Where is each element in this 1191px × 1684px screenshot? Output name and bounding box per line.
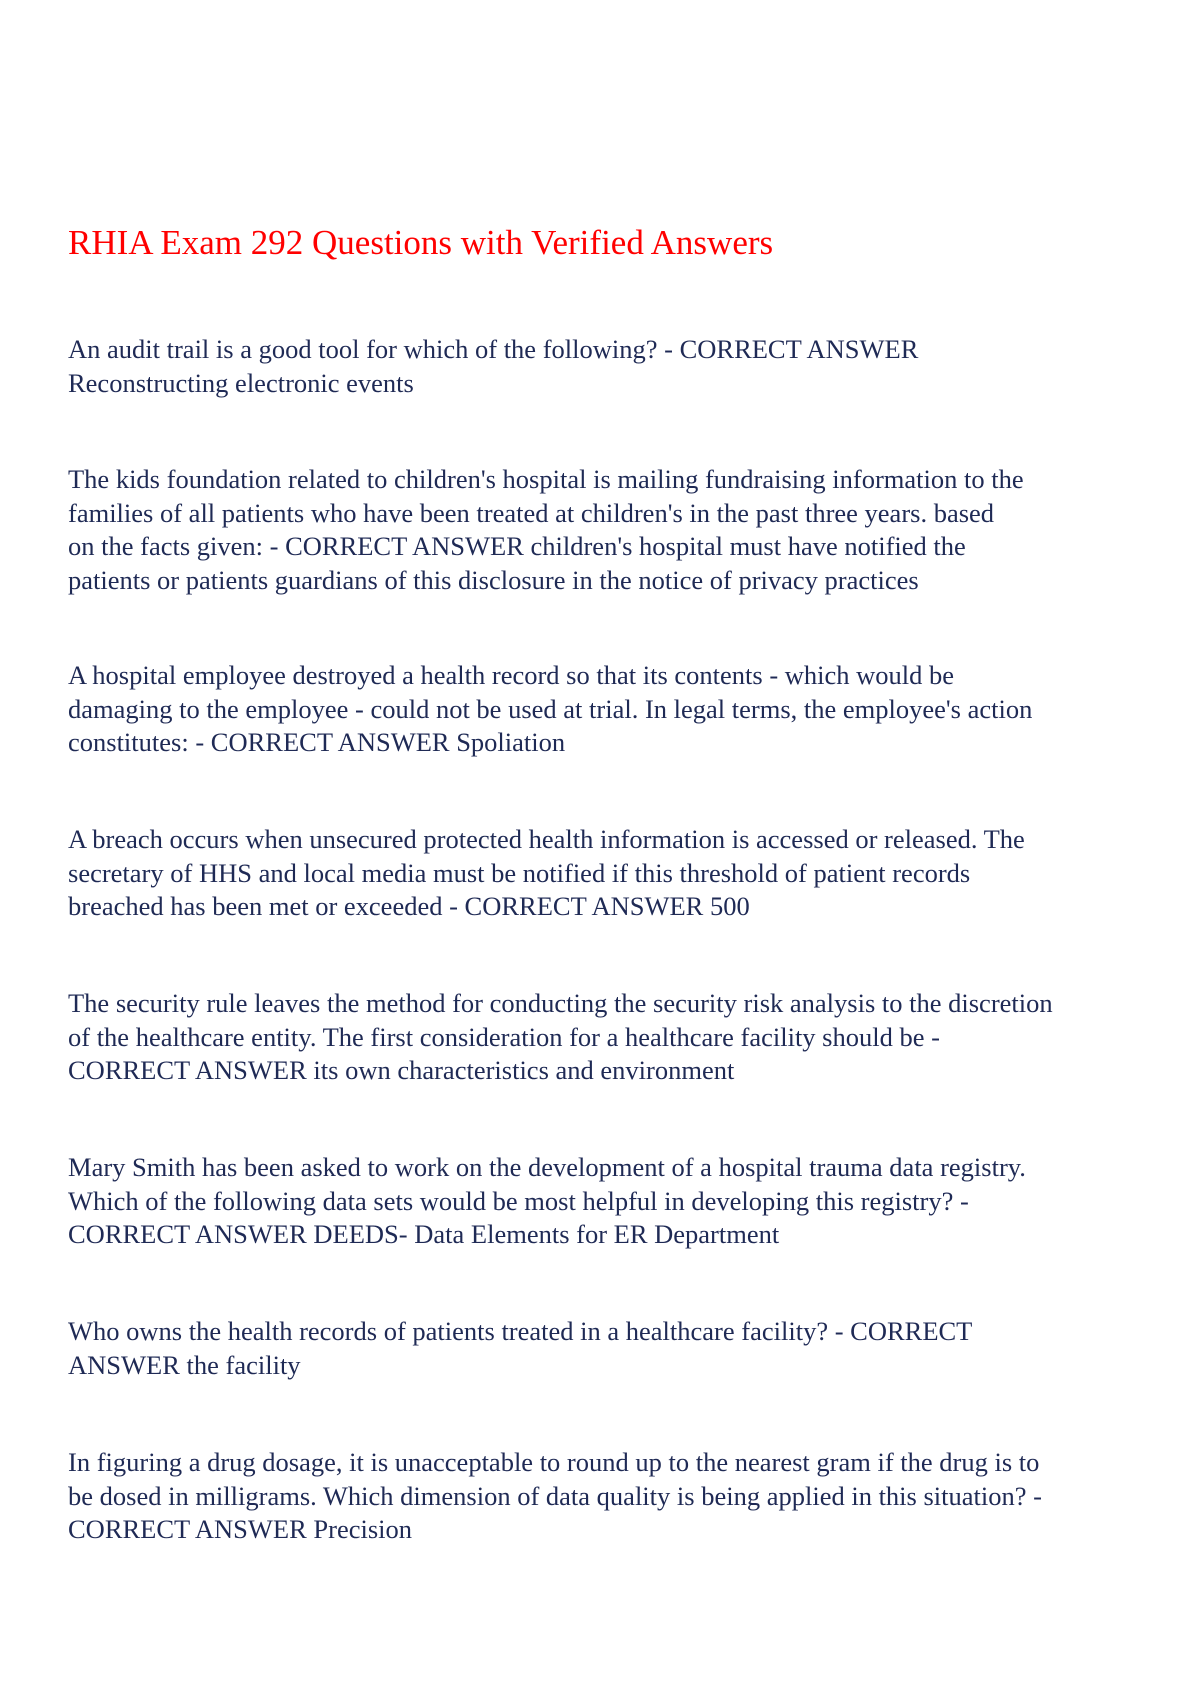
qa-line: families of all patients who have been treated at children's in the past three years. based	[68, 497, 995, 528]
qa-item	[68, 1446, 1042, 1547]
qa-line: Mary Smith has been asked to work on the development of a hospital trauma data registry.	[68, 1152, 1026, 1182]
qa-line: breached has been met or exceeded - CORRECT ANSWER 500	[68, 891, 750, 921]
qa-line: Reconstructing electronic events	[68, 367, 414, 398]
qa-line: The security rule leaves the method for conducting the security risk analysis to the discretion	[68, 988, 1053, 1018]
qa-line: The kids foundation related to children's hospital is mailing fundraising information to the	[68, 464, 1024, 494]
qa-line: Which of the following data sets would be most helpful in developing this registry? -	[68, 1185, 969, 1216]
qa-item	[68, 333, 918, 400]
qa-line: ANSWER the facility	[68, 1349, 301, 1380]
qa-line: damaging to the employee - could not be used at trial. In legal terms, the employee's action	[68, 693, 1033, 724]
qa-line: A hospital employee destroyed a health record so that its contents - which would be	[68, 660, 955, 690]
qa-line: secretary of HHS and local media must be notified if this threshold of patient records	[68, 857, 971, 888]
qa-line: An audit trail is a good tool for which of the following? - CORRECT ANSWER	[68, 334, 919, 364]
qa-item	[68, 823, 1025, 924]
qa-item	[68, 463, 1024, 597]
qa-line: CORRECT ANSWER DEEDS- Data Elements for ER Department	[68, 1219, 780, 1249]
qa-item	[68, 1315, 972, 1382]
qa-line: of the healthcare entity. The first consideration for a healthcare facility should be -	[68, 1021, 940, 1052]
qa-line: A breach occurs when unsecured protected health information is accessed or released. The	[68, 824, 1025, 854]
qa-line: on the facts given: - CORRECT ANSWER children's hospital must have notified the	[68, 531, 966, 561]
qa-item	[68, 987, 1053, 1088]
qa-line: CORRECT ANSWER Precision	[68, 1514, 413, 1544]
qa-item	[68, 659, 1032, 760]
qa-line: be dosed in milligrams. Which dimension of data quality is being applied in this situation? -	[68, 1480, 1042, 1511]
qa-line: CORRECT ANSWER its own characteristics and environment	[68, 1055, 735, 1085]
qa-line: Who owns the health records of patients treated in a healthcare facility? - CORRECT	[68, 1316, 973, 1346]
qa-line: constitutes: - CORRECT ANSWER Spoliation	[68, 727, 566, 757]
document-title: RHIA Exam 292 Questions with Verified Answers	[68, 223, 774, 262]
qa-line: In figuring a drug dosage, it is unacceptable to round up to the nearest gram if the drug is to	[68, 1447, 1040, 1477]
qa-item	[68, 1151, 1026, 1252]
qa-line: patients or patients guardians of this disclosure in the notice of privacy practices	[68, 564, 919, 595]
